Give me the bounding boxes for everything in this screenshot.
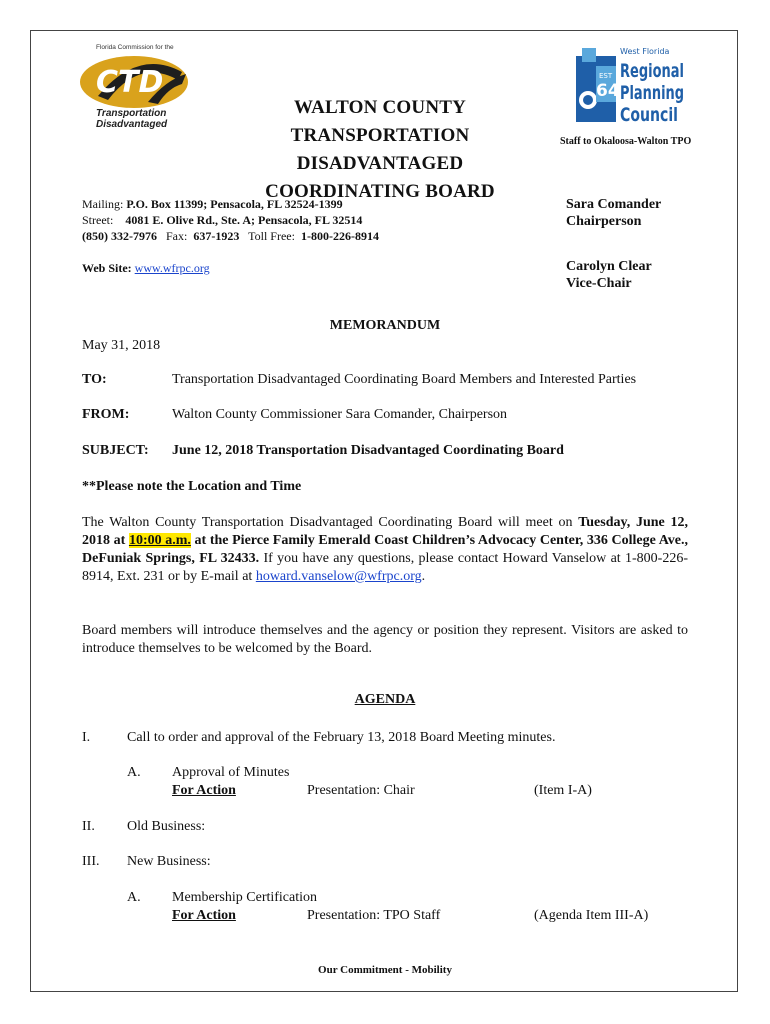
website-link[interactable]: www.wfrpc.org (134, 261, 210, 275)
location-note: **Please note the Location and Time (82, 479, 302, 494)
to-text: Transportation Disadvantaged Coordinating Board Members and Interested Parties (172, 372, 637, 387)
tollfree-label: Toll Free: (248, 229, 295, 243)
est-year: 64 (596, 81, 620, 101)
chair-name: Sara Comander (566, 197, 662, 212)
rpc-line1: West Florida (620, 47, 670, 56)
from-label: FROM: (82, 407, 130, 422)
ctd-logo (78, 44, 190, 136)
agenda-iii-number: III. (82, 854, 100, 869)
ctd-mark-text: CTD (96, 65, 164, 100)
wfrpc-emblem-icon (574, 44, 686, 126)
web-label: Web Site: (82, 261, 132, 275)
subject-label: SUBJECT: (82, 443, 149, 458)
agenda-i-number: I. (82, 730, 91, 745)
mailing-label: Mailing: (82, 197, 124, 211)
agenda-ii-text: Old Business: (127, 819, 206, 834)
rpc-staff-line: Staff to Okaloosa-Walton TPO (560, 136, 692, 147)
agenda-iiia-presenter: Presentation: TPO Staff (307, 908, 441, 923)
document-title (210, 94, 550, 206)
agenda-ia-action: For Action (172, 783, 236, 798)
fax-label: Fax: (166, 229, 188, 243)
memo-date: May 31, 2018 (82, 338, 161, 353)
agenda-ia-presenter: Presentation: Chair (307, 783, 415, 798)
agenda-iii-text: New Business: (127, 854, 211, 869)
chair-title: Chairperson (566, 214, 642, 229)
meeting-time: 10:00 a.m. (128, 533, 191, 548)
vice-chair-title: Vice-Chair (566, 276, 632, 291)
p1-contact: If you have any questions, please contact Howard Vanselow at 1-800-226-8914, Ext. 231 or by E-mail at (82, 551, 689, 584)
subject-text: June 12, 2018 Transportation Disadvantaged Coordinating Board (172, 443, 564, 458)
agenda-ia-item: (Item I-A) (534, 783, 592, 798)
vice-chair-name: Carolyn Clear (566, 259, 652, 274)
fax-number: 637-1923 (193, 229, 240, 243)
agenda-i-text: Call to order and approval of the February 13, 2018 Board Meeting minutes. (127, 730, 556, 745)
p1-end: . (421, 569, 426, 584)
ctd-sub-line2: Disadvantaged (96, 119, 168, 130)
ctd-logo-top-text: Florida Commission for the (96, 44, 174, 51)
agenda-iiia-title: Membership Certification (172, 890, 318, 905)
vice-chair-block (566, 258, 652, 292)
email-link[interactable]: howard.vanselow@wfrpc.org (255, 569, 422, 584)
chair-block (566, 196, 661, 230)
agenda-ii-number: II. (82, 819, 95, 834)
title-line1: WALTON COUNTY (293, 97, 467, 118)
contact-block (82, 196, 379, 244)
title-line2: TRANSPORTATION DISADVANTAGED (290, 125, 470, 174)
agenda-heading: AGENDA (354, 692, 416, 707)
rpc-line2: Regional (620, 60, 684, 82)
ctd-logo-subtitle (96, 108, 167, 130)
ctd-sub-line1: Transportation (96, 108, 167, 119)
rpc-line4: Council (620, 104, 678, 126)
agenda-iiia-item: (Agenda Item III-A) (534, 908, 649, 923)
rpc-line3: Planning (620, 82, 684, 104)
p1-intro: The Walton County Transportation Disadvantaged Coordinating Board will meet on (82, 515, 579, 530)
mailing-address: P.O. Box 11399; Pensacola, FL 32524-1399 (126, 197, 343, 211)
agenda-ia-letter: A. (127, 765, 141, 780)
wfrpc-logo (574, 44, 686, 126)
to-label: TO: (82, 372, 107, 387)
ctd-emblem-icon (78, 52, 190, 110)
website-line (82, 260, 210, 276)
tollfree-number: 1-800-226-8914 (300, 229, 379, 243)
agenda-ia-title: Approval of Minutes (172, 765, 290, 780)
phone-number: (850) 332-7976 (82, 229, 157, 243)
introductions-paragraph: Board members will introduce themselves and the agency or position they represent. Visitors are asked to introduce themselves to be welcomed by the Board. (82, 623, 688, 656)
memo-heading: MEMORANDUM (329, 318, 441, 333)
p1-location: at the Pierce Family Emerald Coast Children’s Advocacy Center, 336 College Ave., DeFuniak Springs, FL 32433. (82, 533, 689, 566)
street-label: Street: (82, 213, 114, 227)
footer-tagline: Our Commitment - Mobility (318, 964, 452, 976)
agenda-iiia-letter: A. (127, 890, 141, 905)
title-line3: COORDINATING BOARD (265, 181, 495, 202)
agenda-iiia-action: For Action (172, 908, 236, 923)
meeting-paragraph (82, 514, 688, 586)
p1-date: Tuesday, June 12, 2018 at (82, 515, 688, 548)
street-address: 4081 E. Olive Rd., Ste. A; Pensacola, FL 32514 (125, 213, 363, 227)
from-text: Walton County Commissioner Sara Comander, Chairperson (172, 407, 508, 422)
est-label: EST (599, 72, 613, 80)
